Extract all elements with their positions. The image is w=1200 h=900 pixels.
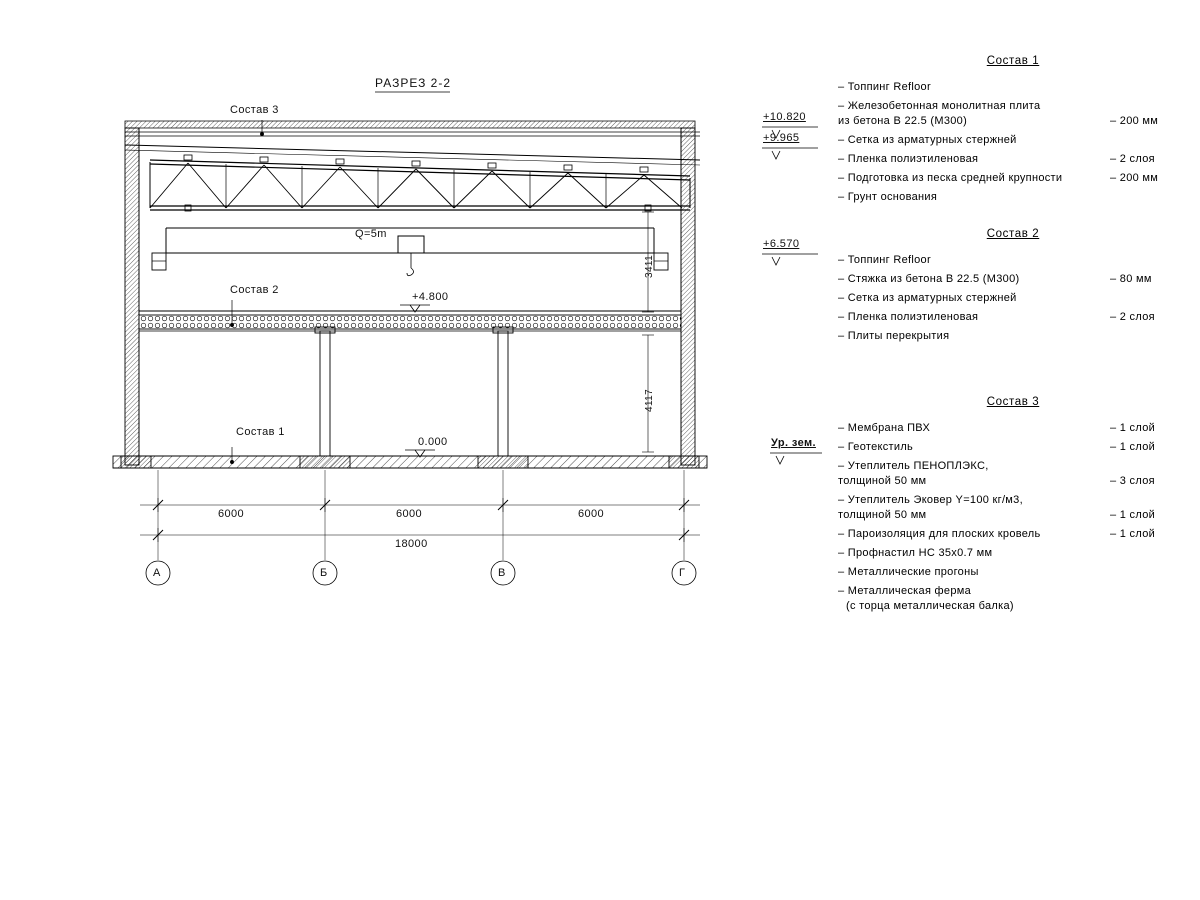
spec-row-value: – 3 слоя xyxy=(1110,475,1155,487)
spec-row-value: – 2 слоя xyxy=(1110,153,1155,165)
spec-row-value: – 1 слой xyxy=(1110,441,1156,453)
spec-row-text: – Грунт основания xyxy=(838,191,938,203)
internal-dim-lower: 4117 xyxy=(644,388,655,412)
spec-row xyxy=(838,80,1188,95)
axis-label-g: Г xyxy=(679,567,686,579)
spec-row xyxy=(838,527,1188,542)
spec-row-value: – 1 слой xyxy=(1110,528,1156,540)
spec-row xyxy=(838,310,1188,325)
spec-row-text xyxy=(838,99,1040,129)
spec-row-text: – Плиты перекрытия xyxy=(838,330,950,342)
spec-block-sostav-2 xyxy=(838,228,1188,348)
spec-row xyxy=(838,493,1188,523)
spec-row-text: – Геотекстиль xyxy=(838,441,914,453)
spec-row xyxy=(838,133,1188,148)
callout-sostav-2: Состав 2 xyxy=(230,284,279,296)
spec-row-text: – Сетка из арматурных стержней xyxy=(838,134,1017,146)
elevation-mark-ground: Ур. зем. xyxy=(771,437,816,449)
spec-row-text xyxy=(838,584,1014,614)
elevation-mark-10820: +10.820 xyxy=(763,111,806,123)
elevation-mark-9965: +9.965 xyxy=(763,132,800,144)
spec-row-value: – 200 мм xyxy=(1110,172,1159,184)
dimension-span-1: 6000 xyxy=(218,508,245,520)
spec-row-text: – Топпинг Refloor xyxy=(838,81,931,93)
level-mark-4800: +4.800 xyxy=(412,291,449,303)
spec-row-text-line2: из бетона В 22.5 (М300) xyxy=(838,115,968,127)
spec-row-value: – 1 слой xyxy=(1110,422,1156,434)
elevation-mark-6570: +6.570 xyxy=(763,238,800,250)
spec-row xyxy=(838,99,1188,129)
spec-row-text-line1: – Железобетонная монолитная плита xyxy=(838,100,1041,112)
spec-row xyxy=(838,272,1188,287)
spec-row-text-line2: толщиной 50 мм xyxy=(838,509,927,521)
spec-row-text: – Профнастил НС 35х0.7 мм xyxy=(838,547,993,559)
axis-label-a: А xyxy=(153,567,161,579)
spec-row xyxy=(838,421,1188,436)
axis-label-v: В xyxy=(498,567,506,579)
spec-row xyxy=(838,565,1188,580)
dimension-span-3: 6000 xyxy=(578,508,605,520)
internal-dim-upper: 3411 xyxy=(644,254,655,278)
spec-row-text: – Пленка полиэтиленовая xyxy=(838,153,979,165)
spec-row xyxy=(838,190,1188,205)
spec-row-value: – 1 слой xyxy=(1110,509,1156,521)
spec-row-text xyxy=(838,493,1023,523)
callout-sostav-1: Состав 1 xyxy=(236,426,285,438)
spec-row xyxy=(838,329,1188,344)
spec-row-value: – 200 мм xyxy=(1110,115,1159,127)
spec-row xyxy=(838,440,1188,455)
spec-row-text: – Пароизоляция для плоских кровель xyxy=(838,528,1041,540)
spec-row-text: – Стяжка из бетона В 22.5 (М300) xyxy=(838,273,1020,285)
spec-row-text-line2: (с торца металлическая балка) xyxy=(846,600,1014,612)
spec-title-2: Состав 2 xyxy=(986,228,1040,240)
spec-row xyxy=(838,152,1188,167)
callout-sostav-3: Состав 3 xyxy=(230,104,279,116)
spec-row-text-line2: толщиной 50 мм xyxy=(838,475,927,487)
spec-row-text-line1: – Утеплитель Эковер Y=100 кг/м3, xyxy=(838,494,1023,506)
dimension-span-2: 6000 xyxy=(396,508,423,520)
drawing-title: РАЗРЕЗ 2-2 xyxy=(375,76,451,90)
crane-capacity-label: Q=5m xyxy=(355,228,387,240)
spec-title-1: Состав 1 xyxy=(986,55,1040,67)
axis-label-b: Б xyxy=(320,567,328,579)
spec-row xyxy=(838,171,1188,186)
spec-row xyxy=(838,584,1188,614)
spec-row-text: – Сетка из арматурных стержней xyxy=(838,292,1017,304)
spec-row-text-line1: – Металлическая ферма xyxy=(838,585,972,597)
spec-row-value: – 2 слоя xyxy=(1110,311,1155,323)
spec-row-text: – Пленка полиэтиленовая xyxy=(838,311,979,323)
spec-row xyxy=(838,253,1188,268)
spec-row xyxy=(838,459,1188,489)
spec-title-3: Состав 3 xyxy=(986,396,1040,408)
spec-row-text xyxy=(838,459,989,489)
spec-block-sostav-1 xyxy=(838,55,1188,209)
spec-row-value: – 80 мм xyxy=(1110,273,1152,285)
spec-row xyxy=(838,291,1188,306)
spec-row-text: – Мембрана ПВХ xyxy=(838,422,931,434)
spec-row-text: – Подготовка из песка средней крупности xyxy=(838,172,1063,184)
spec-block-sostav-3 xyxy=(838,396,1188,618)
level-mark-0000: 0.000 xyxy=(418,436,448,448)
spec-row-text: – Металлические прогоны xyxy=(838,566,979,578)
spec-row xyxy=(838,546,1188,561)
spec-row-text-line1: – Утеплитель ПЕНОПЛЭКС, xyxy=(838,460,989,472)
dimension-total: 18000 xyxy=(395,538,428,550)
spec-row-text: – Топпинг Refloor xyxy=(838,254,931,266)
